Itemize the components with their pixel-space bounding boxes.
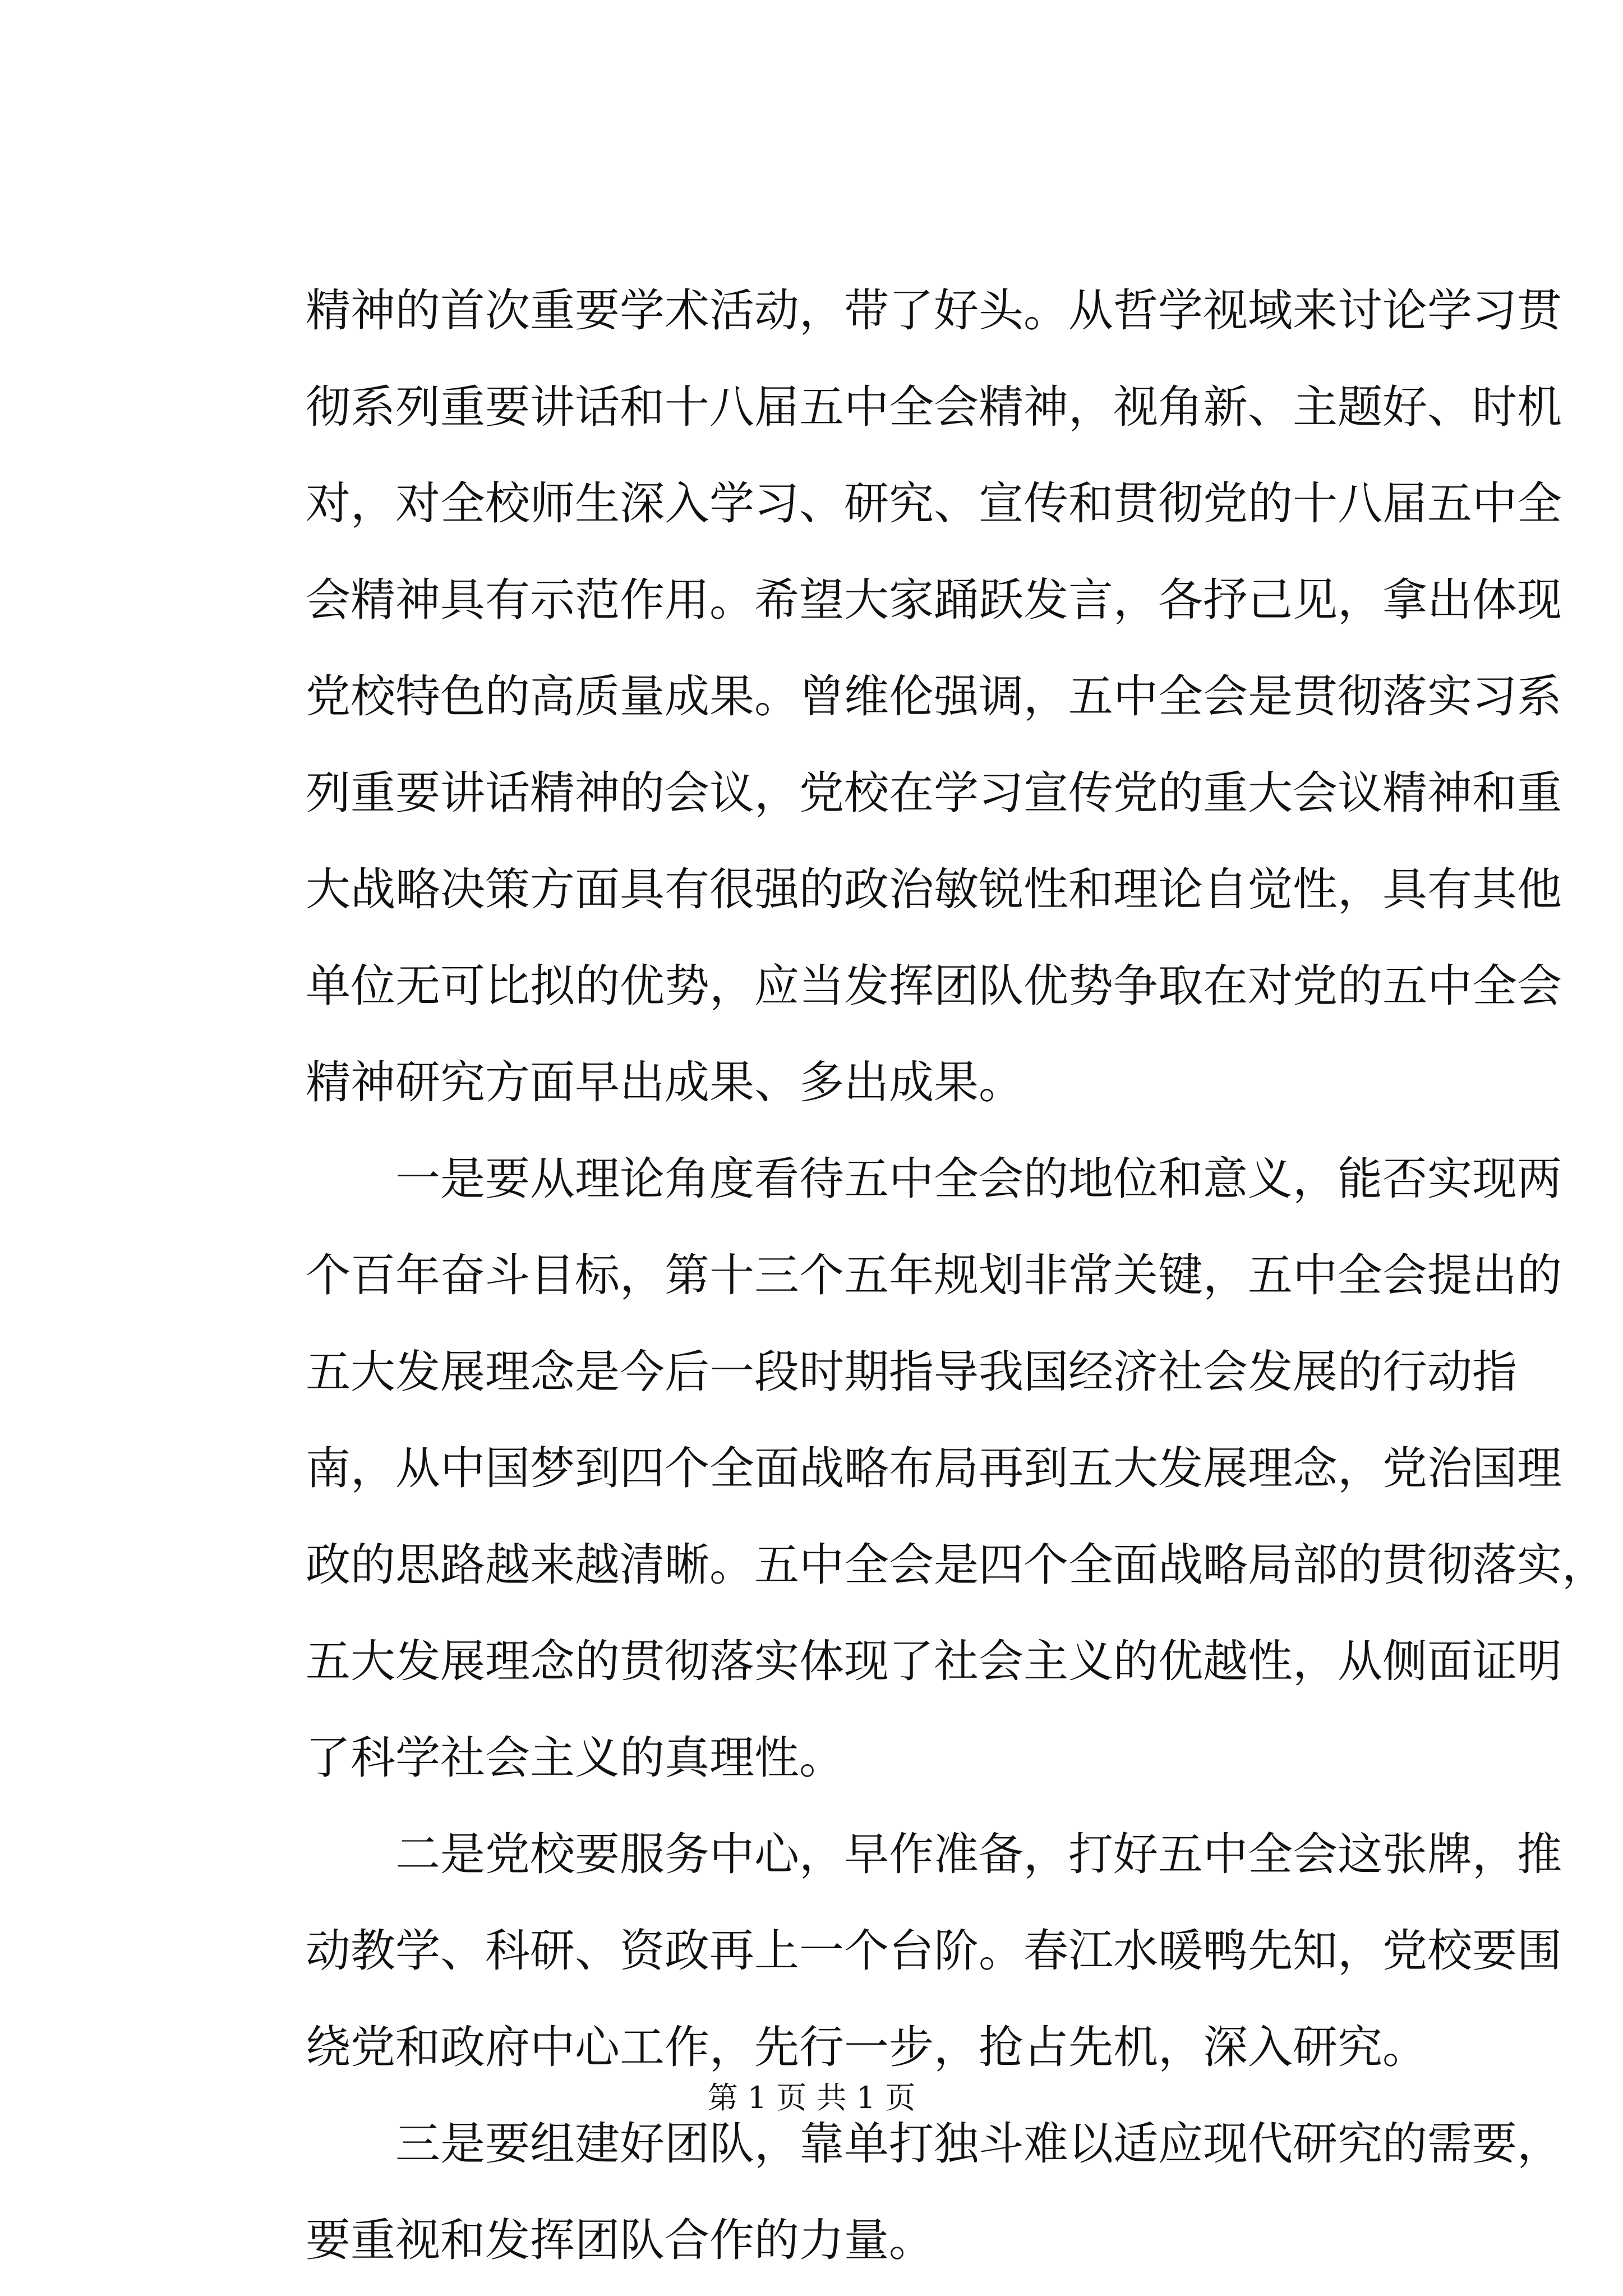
page-footer	[0, 2076, 1623, 2120]
text-line: 党校特色的高质量成果。曾维伦强调，五中全会是贯彻落实习系	[306, 670, 1562, 723]
text-line: 要重视和发挥团队合作的力量。	[306, 2214, 934, 2266]
text-line: 大战略决策方面具有很强的政治敏锐性和理论自觉性，具有其他	[306, 863, 1562, 915]
paragraph	[306, 2096, 1562, 2289]
text-line: 会精神具有示范作用。希望大家踊跃发言，各抒己见，拿出体现	[306, 574, 1562, 626]
text-line: 绕党和政府中心工作，先行一步，抢占先机，深入研究。	[306, 2021, 1427, 2073]
text-line: 了科学社会主义的真理性。	[306, 1732, 844, 1784]
text-line: 动教学、科研、资政再上一个台阶。春江水暖鸭先知，党校要围	[306, 1925, 1562, 1977]
text-line: 列重要讲话精神的会议，党校在学习宣传党的重大会议精神和重	[306, 767, 1562, 819]
paragraph	[306, 1806, 1562, 2096]
text-line: 南，从中国梦到四个全面战略布局再到五大发展理念，党治国理	[306, 1442, 1562, 1494]
text-line: 精神的首次重要学术活动，带了好头。从哲学视域来讨论学习贯	[306, 284, 1562, 337]
page-number-label: 第 1 页 共 1 页	[707, 2080, 916, 2115]
text-line: 五大发展理念的贯彻落实体现了社会主义的优越性，从侧面证明	[306, 1635, 1562, 1687]
text-line: 五大发展理念是今后一段时期指导我国经济社会发展的行动指	[306, 1346, 1517, 1398]
text-line: 对，对全校师生深入学习、研究、宣传和贯彻党的十八届五中全	[306, 477, 1562, 530]
text-line: 二是党校要服务中心，早作准备，打好五中全会这张牌，推	[395, 1828, 1562, 1880]
paragraph	[306, 1131, 1607, 1806]
text-line: 政的思路越来越清晰。五中全会是四个全面战略局部的贯彻落实，	[306, 1539, 1607, 1591]
document-body	[306, 263, 1607, 2289]
text-line: 精神研究方面早出成果、多出成果。	[306, 1056, 1023, 1108]
text-line: 单位无可比拟的优势，应当发挥团队优势争取在对党的五中全会	[306, 960, 1562, 1012]
paragraph	[306, 263, 1562, 1131]
text-line: 彻系列重要讲话和十八届五中全会精神，视角新、主题好、时机	[306, 381, 1562, 433]
text-line: 个百年奋斗目标，第十三个五年规划非常关键，五中全会提出的	[306, 1249, 1562, 1301]
text-line: 三是要组建好团队，靠单打独斗难以适应现代研究的需要，	[395, 2118, 1562, 2170]
text-line: 一是要从理论角度看待五中全会的地位和意义，能否实现两	[395, 1153, 1562, 1205]
